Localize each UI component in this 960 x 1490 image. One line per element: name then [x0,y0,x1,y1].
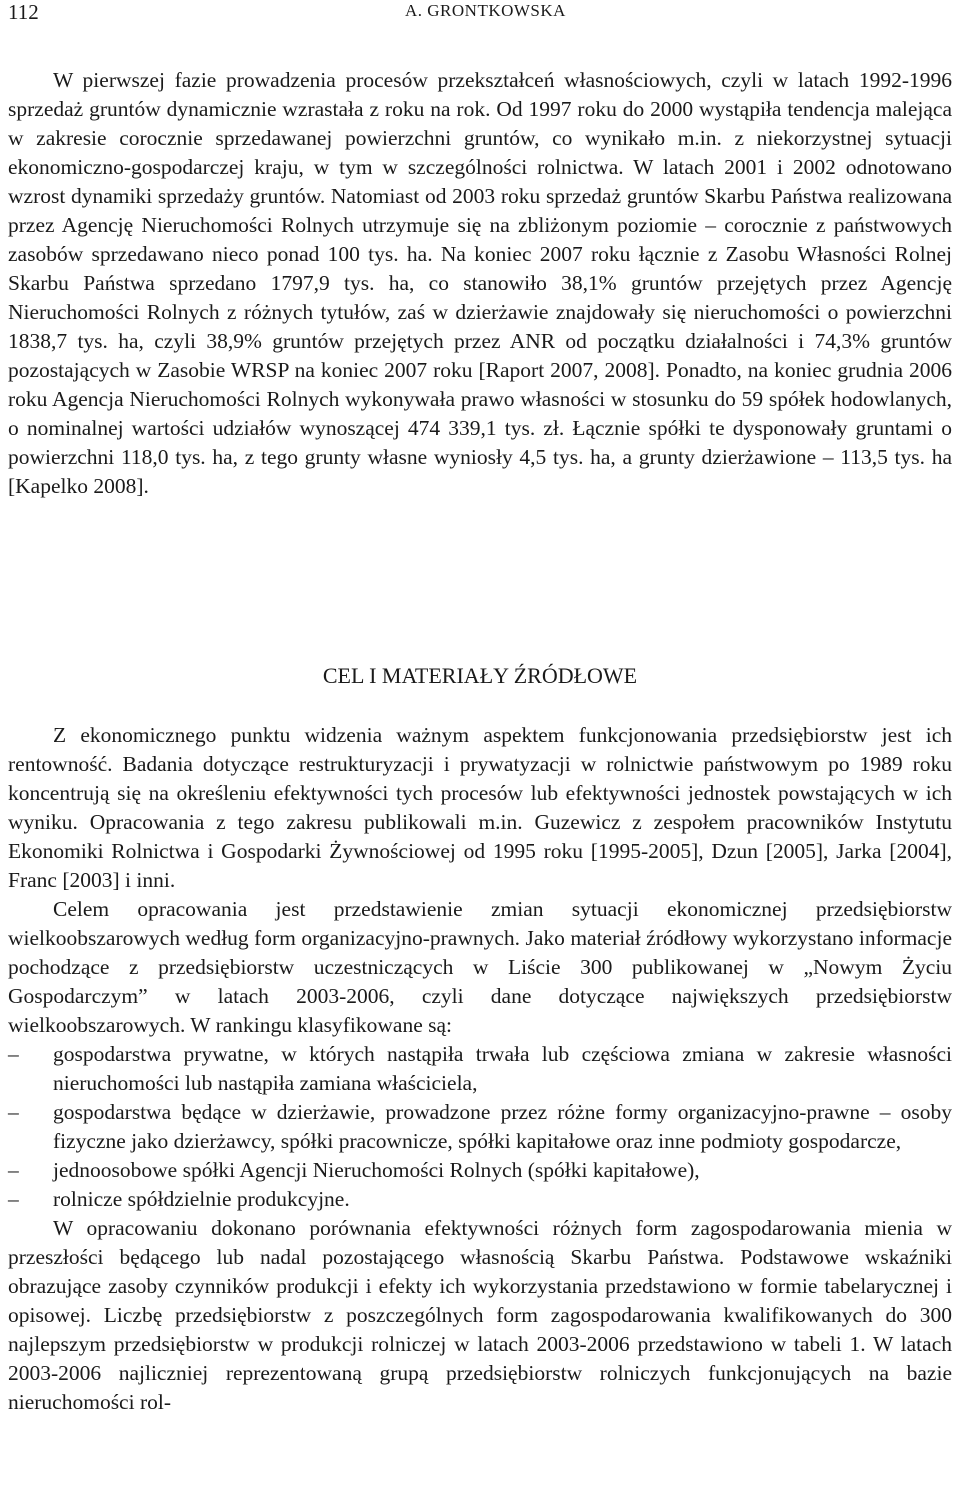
list-dash: – [8,1187,19,1211]
intro-paragraph: W pierwszej fazie prowadzenia procesów przekształceń własnościowych, czyli w latach 1992-1996 sprzedaż gruntów dynamicznie wzrastała z roku na rok. Od 1997 roku do 2000 wystąpiła tendencja malejąca w zakresie corocznie sprzedawanej powierzchni gruntów, co wynikało m.in. z niekorzystnej sytuacji ekonomiczno-gospodarczej kraju, w tym w szczególności rolnictwa. W latach 2001 i 2002 odnotowano wzrost dynamiki sprzedaży gruntów. Natomiast od 2003 roku sprzedaż gruntów Skarbu Państwa realizowana przez Agencję Nieruchomości Rolnych utrzymuje się na zbliżonym poziomie – corocznie z państwowych zasobów sprzedawano nieco ponad 100 tys. ha. Na koniec 2007 roku łącznie z Zasobu Własności Rolnej Skarbu Państwa sprzedano 1797,9 tys. ha, co stanowiło 38,1% gruntów przejętych przez Agencję Nieruchomości Rolnych z różnych tytułów, zaś w dzierżawie znajdowały się nieruchomości o powierzchni 1838,7 tys. ha, czyli 38,9% gruntów przejętych przez ANR od początku działalności i 74,3% gruntów pozostających w Zasobie WRSP na koniec 2007 roku [Raport 2007, 2008]. Ponadto, na koniec grudnia 2006 roku Agencja Nieruchomości Rolnych wykonywała prawo własności w stosunku do 59 spółek hodowlanych, o nominalnej wartości udziałów wynoszącej 474 339,1 tys. zł. Łącznie spółki te dysponowały gruntami o powierzchni 118,0 tys. ha, z tego grunty własne wyniosły 4,5 tys. ha, a grunty dzierżawione – 113,5 tys. ha [Kapelko 2008]. [8,68,952,498]
list-item-text: gospodarstwa prywatne, w których nastąpiła trwała lub częściowa zmiana w zakresie własności nieruchomości lub nastąpiła zamiana właściciela, [53,1042,952,1095]
list-dash: – [8,1042,19,1066]
list-item [8,1098,952,1156]
list-dash: – [8,1100,19,1124]
list-item [8,1156,952,1185]
list-item [8,1185,952,1214]
classification-list [8,1040,952,1214]
running-head: A. GRONTKOWSKA [405,1,566,20]
intro-block [8,66,952,501]
page-header [8,0,952,30]
section-paragraph-2: Celem opracowania jest przedstawienie zmian sytuacji ekonomicznej przedsiębiorstw wielkoobszarowych według form organizacyjno-prawnych. Jako materiał źródłowy wykorzystano informacje pochodzące z przedsiębiorstw uczestniczących w Liście 300 publikowanej w „Nowym Życiu Gospodarczym” w latach 2003-2006, czyli dane dotyczące największych przedsiębiorstw wielkoobszarowych. W rankingu klasyfikowane są: [8,897,952,1037]
section-body [8,721,952,1417]
section-paragraph-1: Z ekonomicznego punktu widzenia ważnym aspektem funkcjonowania przedsiębiorstw jest ich rentowność. Badania dotyczące restrukturyzacji i prywatyzacji w rolnictwie państwowym po 1989 roku koncentrują się na określeniu efektywności tych procesów lub efektywności jednostek powstających w ich wyniku. Opracowania z tego zakresu publikowali m.in. Guzewicz z zespołem pracowników Instytutu Ekonomiki Rolnictwa i Gospodarki Żywnościowej od 1995 roku [1995-2005], Dzun [2005], Jarka [2004], Franc [2003] i inni. [8,723,952,892]
section-heading: CEL I MATERIAŁY ŹRÓDŁOWE [322,663,638,688]
list-item-text: jednoosobowe spółki Agencji Nieruchomości Rolnych (spółki kapitałowe), [53,1158,700,1182]
list-dash: – [8,1158,19,1182]
list-item-text: gospodarstwa będące w dzierżawie, prowadzone przez różne formy organizacyjno-prawne – osoby fizyczne jako dzierżawcy, spółki pracownicze, spółki kapitałowe oraz inne podmioty gospodarcze, [53,1100,952,1153]
list-item-text: rolnicze spółdzielnie produkcyjne. [53,1187,350,1211]
list-item [8,1040,952,1098]
page-number: 112 [8,0,39,24]
section-paragraph-3: W opracowaniu dokonano porównania efektywności różnych form zagospodarowania mienia w przeszłości będącego lub nadal pozostającego własnością Skarbu Państwa. Podstawowe wskaźniki obrazujące zasoby czynników produkcji i efekty ich wykorzystania przedstawiono w formie tabelarycznej i opisowej. Liczbę przedsiębiorstw z poszczególnych form zagospodarowania kwalifikowanych do 300 najlepszym przedsiębiorstw w produkcji rolniczej w latach 2003-2006 przedstawiono w tabeli 1. W latach 2003-2006 najliczniej reprezentowaną grupą przedsiębiorstw rolniczych funkcjonujących na bazie nieruchomości rol- [8,1216,952,1414]
